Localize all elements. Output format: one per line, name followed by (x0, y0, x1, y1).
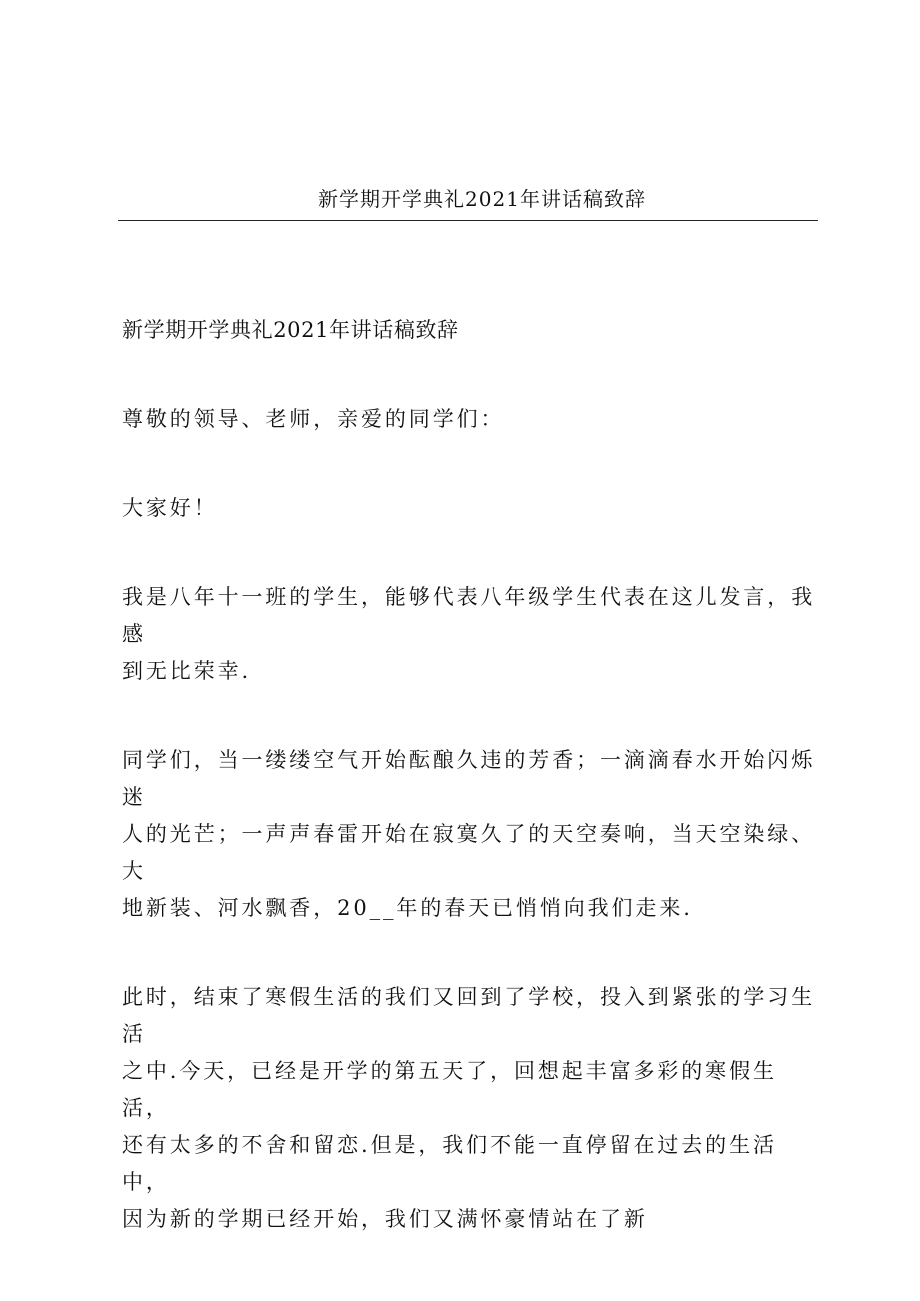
header-title: 新学期开学典礼2021年讲话稿致辞 (318, 187, 646, 211)
text-line: 之中.今天，已经是开学的第五天了，回想起丰富多彩的寒假生活， (122, 1059, 777, 1120)
document-body (122, 312, 822, 1238)
greeting (122, 490, 822, 527)
paragraph-introduction (122, 579, 822, 690)
text-line: 新学期开学典礼2021年讲话稿致辞 (122, 318, 459, 342)
text-line: 人的光芒；一声声春雷开始在寂寞久了的天空奏响，当天空染绿、大 (122, 822, 816, 883)
text-line: 还有太多的不舍和留恋.但是，我们不能一直停留在过去的生活中， (122, 1133, 777, 1194)
paragraph-spring (122, 742, 822, 927)
text-line: 此时，结束了寒假生活的我们又回到了学校，投入到紧张的学习生活 (122, 985, 816, 1046)
text-line: 大家好！ (122, 496, 218, 520)
salutation (122, 401, 822, 438)
page-header (118, 186, 818, 221)
text-line: 尊敬的领导、老师，亲爱的同学们： (122, 407, 505, 431)
text-line: 我是八年十一班的学生，能够代表八年级学生代表在这儿发言，我感 (122, 585, 816, 646)
text-line: 到无比荣幸. (122, 659, 252, 683)
paragraph-new-semester (122, 979, 822, 1238)
document-title (122, 312, 822, 349)
text-line: 因为新的学期已经开始，我们又满怀豪情站在了新 (122, 1207, 648, 1231)
text-line: 同学们，当一缕缕空气开始酝酿久违的芳香；一滴滴春水开始闪烁迷 (122, 748, 816, 809)
text-line: 地新装、河水飘香，20__年的春天已悄悄向我们走来. (122, 896, 693, 920)
